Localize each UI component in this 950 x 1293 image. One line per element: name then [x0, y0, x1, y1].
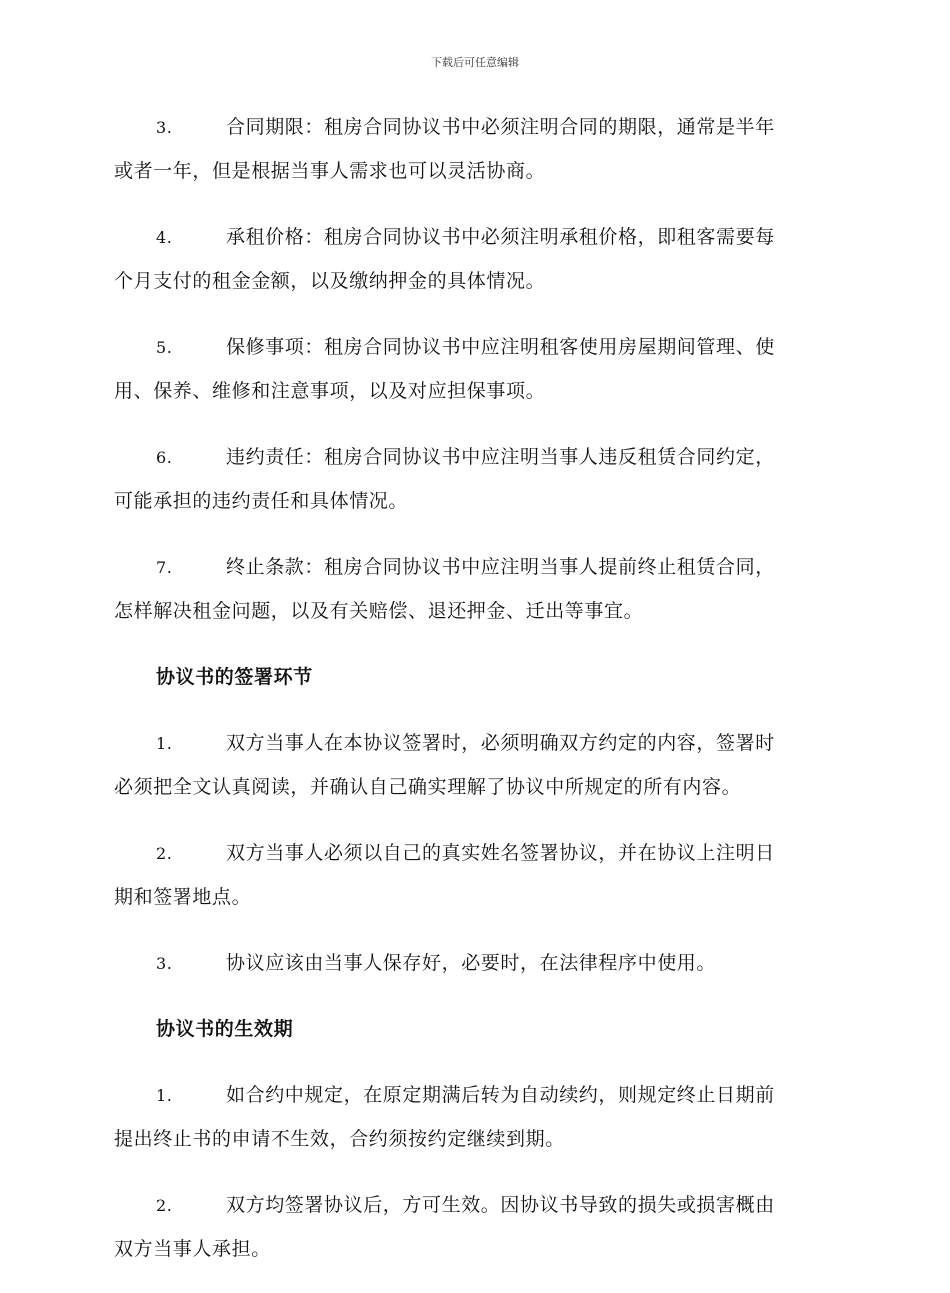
- item-number: 7.: [156, 558, 173, 577]
- item-text-cont: 或者一年，但是根据当事人需求也可以灵活协商。: [114, 160, 546, 182]
- list-item: [114, 435, 836, 523]
- item-text-cont: 怎样解决租金问题，以及有关赔偿、退还押金、迁出等事宜。: [114, 600, 644, 622]
- item-text: 违约责任：租房合同协议书中应注明当事人违反租赁合同约定，: [226, 446, 775, 468]
- list-item: [114, 215, 836, 303]
- item-text: 双方均签署协议后，方可生效。因协议书导致的损失或损害概由: [226, 1194, 775, 1216]
- item-text-cont: 用、保养、维修和注意事项，以及对应担保事项。: [114, 380, 546, 402]
- item-text-cont: 必须把全文认真阅读，并确认自己确实理解了协议中所规定的所有内容。: [114, 776, 742, 798]
- item-text: 双方当事人在本协议签署时，必须明确双方约定的内容，签署时: [226, 732, 775, 754]
- section-heading: 协议书的生效期: [156, 1018, 294, 1040]
- page-header: 下载后可任意编辑: [431, 56, 519, 69]
- list-item: [114, 721, 836, 809]
- item-text-cont: 提出终止书的申请不生效，合约须按约定继续到期。: [114, 1128, 565, 1150]
- item-number: 2.: [156, 844, 173, 863]
- list-item: [114, 1073, 836, 1161]
- list-item: [114, 105, 836, 193]
- item-number: 1.: [156, 1086, 173, 1105]
- item-text-cont: 个月支付的租金金额，以及缴纳押金的具体情况。: [114, 270, 546, 292]
- item-text: 如合约中规定，在原定期满后转为自动续约，则规定终止日期前: [226, 1084, 775, 1106]
- list-item: [114, 325, 836, 413]
- item-number: 3.: [156, 118, 173, 137]
- item-text: 保修事项：租房合同协议书中应注明租客使用房屋期间管理、使: [226, 336, 775, 358]
- item-number: 4.: [156, 228, 173, 247]
- list-item: [114, 941, 836, 985]
- item-text-cont: 可能承担的违约责任和具体情况。: [114, 490, 409, 512]
- document-body: [114, 105, 836, 1293]
- item-text: 承租价格：租房合同协议书中必须注明承租价格，即租客需要每: [226, 226, 775, 248]
- list-item: [114, 831, 836, 919]
- item-number: 5.: [156, 338, 173, 357]
- item-text: 合同期限：租房合同协议书中必须注明合同的期限，通常是半年: [226, 116, 775, 138]
- item-text: 终止条款：租房合同协议书中应注明当事人提前终止租赁合同，: [226, 556, 775, 578]
- item-text-cont: 期和签署地点。: [114, 886, 252, 908]
- item-text-cont: 双方当事人承担。: [114, 1238, 271, 1260]
- item-number: 2.: [156, 1196, 173, 1215]
- item-number: 1.: [156, 734, 173, 753]
- list-item: [114, 545, 836, 633]
- section-heading: 协议书的签署环节: [156, 666, 313, 688]
- list-item: [114, 1183, 836, 1271]
- item-number: 3.: [156, 954, 173, 973]
- item-text: 双方当事人必须以自己的真实姓名签署协议，并在协议上注明日: [226, 842, 775, 864]
- item-text: 协议应该由当事人保存好，必要时，在法律程序中使用。: [226, 952, 717, 974]
- item-number: 6.: [156, 448, 173, 467]
